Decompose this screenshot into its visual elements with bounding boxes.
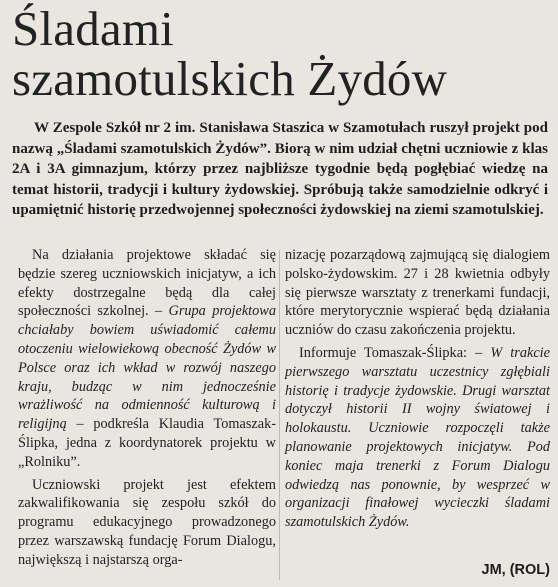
right-column [285, 246, 550, 532]
left-p1-end: – podkreśla Klaudia Tomaszak-Ślipka, jedna z koordynatorek projektu w „Rolniku”. [18, 416, 276, 470]
left-p1-quote: Grupa projektowa chciałaby bowiem uświadomić całemu otoczeniu wielowiekową obecność Żydów w Polsce oraz ich wkład w rozwój naszego kraju, budząc w nim jednocześnie wrażliwość na odmienność kulturową i religijną [18, 303, 276, 433]
right-paragraph-2 [285, 344, 550, 532]
left-paragraph-1 [18, 246, 276, 472]
left-column [18, 246, 276, 570]
headline-line-2: szamotulskich Żydów [12, 51, 448, 106]
headline-line-1: Śladami [12, 1, 174, 56]
lead-text: W Zespole Szkół nr 2 im. Stanisława Staszica w Szamotułach ruszył projekt pod nazwą „Śladami szamotulskich Żydów”. Biorą w nim udział chętni uczniowie z klas 2A i 3A gimnazjum, którzy przez najbliższe tygodnie będą pogłębiać wiedzę na temat historii, tradycji i kultury żydowskiej. Spróbują także samodzielnie odkryć i upamiętnić historię przedwojennej społeczności żydowskiej na ziemi szamotulskiej. [12, 120, 548, 219]
right-p2-quote: W trakcie pierwszego warsztatu uczestnicy zgłębiali historię i tradycje żydowskie. Drugi warsztat dotyczył historii II wojny światowej i holokaustu. Uczniowie rozpoczęli także planowanie projektowych inicjatyw. Pod koniec maja trenerki z Forum Dialogu odwiedzą nas ponownie, by wesprzeć w organizacji finałowej wycieczki śladami szamotulskich Żydów. [285, 344, 550, 531]
right-p2-start: Informuje Tomaszak-Ślipka: – [299, 344, 491, 361]
author-signature: JM, (ROL) [481, 562, 550, 578]
lead-paragraph [12, 118, 548, 221]
left-paragraph-2: Uczniowski projekt jest efektem zakwalifikowania się zespołu szkół do programu edukacyjnego prowadzonego przez warszawską fundację Forum Dialogu, największą i najstarszą orga- [18, 476, 276, 568]
column-divider [279, 250, 280, 580]
headline [12, 1, 552, 106]
right-paragraph-1: nizację pozarządową zajmującą się dialogiem polsko-żydowskim. 27 i 28 kwietnia odbyły się pierwsze warsztaty z trenerkami fundacji, które merytorycznie wspierać będą działania uczniów do czasu zakończenia projektu. [285, 247, 550, 339]
left-p1-start: Na działania projektowe składać się będzie szereg uczniowskich inicjatyw, a ich efekty dostrzegalne będą dla całej społeczności szkolnej. – [18, 247, 276, 320]
